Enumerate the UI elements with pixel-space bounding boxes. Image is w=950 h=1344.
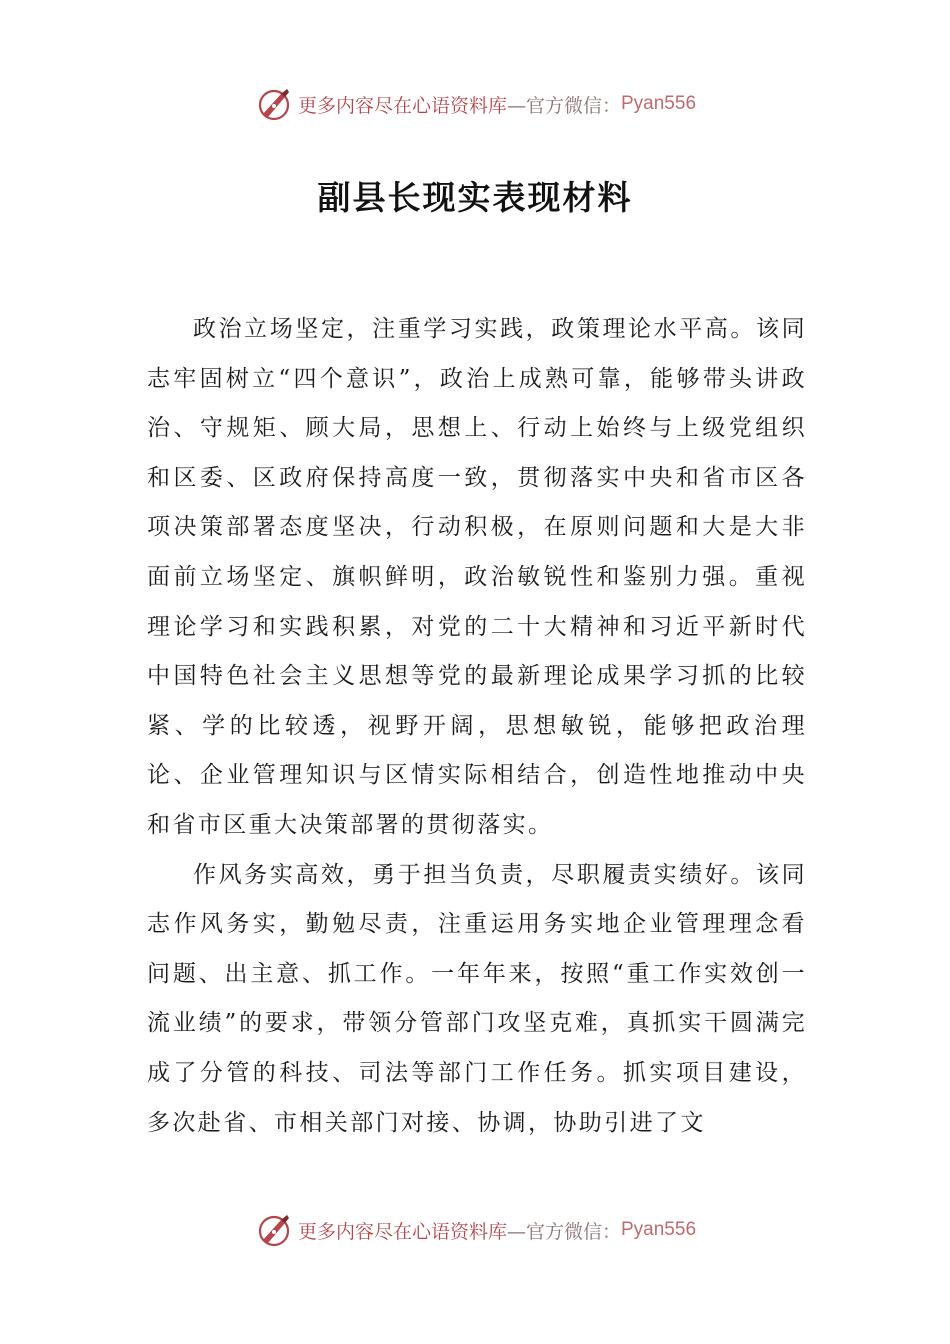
- footer-banner: [0, 1210, 950, 1250]
- footer-wechat-id: Pyan556: [621, 1219, 697, 1240]
- document-title: 副县长现实表现材料: [317, 178, 633, 217]
- pen-nib-logo-icon: [254, 1210, 294, 1250]
- header-wechat-id: Pyan556: [621, 93, 697, 114]
- paragraph-work-style: 作风务实高效，勇于担当负责，尽职履责实绩好。该同志作风务实，勤勉尽责，注重运用务实地企业管理理念看问题、出主意、抓工作。一年年来，按照“重工作实效创一流业绩”的要求，带领分管部门攻坚克难，真抓实干圆满完成了分管的科技、司法等部门工作任务。抓实项目建设，多次赴省、市相关部门对接、协调，协助引进了文: [147, 861, 807, 1136]
- paragraph-political-stance: 政治立场坚定，注重学习实践，政策理论水平高。该同志牢固树立“四个意识”，政治上成熟可靠，能够带头讲政治、守规矩、顾大局，思想上、行动上始终与上级党组织和区委、区政府保持高度一致，贯彻落实中央和省市区各项决策部署态度坚决，行动积极，在原则问题和大是大非面前立场坚定、旗帜鲜明，政治敏锐性和鉴别力强。重视理论学习和实践积累，对党的二十大精神和习近平新时代中国特色社会主义思想等党的最新理论成果学习抓的比较紧、学的比较透，视野开阔，思想敏锐，能够把政治理论、企业管理知识与区情实际相结合，创造性地推动中央和省市区重大决策部署的贯彻落实。: [147, 316, 807, 838]
- footer-brand-text: 更多内容尽在心语资料库: [297, 1220, 507, 1243]
- header-brand-text: 更多内容尽在心语资料库: [297, 94, 507, 117]
- document-body: [147, 305, 807, 1148]
- pen-nib-logo-icon: [254, 84, 294, 124]
- header-banner: [0, 84, 950, 124]
- header-contact-label: —官方微信：: [506, 94, 621, 117]
- footer-contact-label: —官方微信：: [506, 1220, 621, 1243]
